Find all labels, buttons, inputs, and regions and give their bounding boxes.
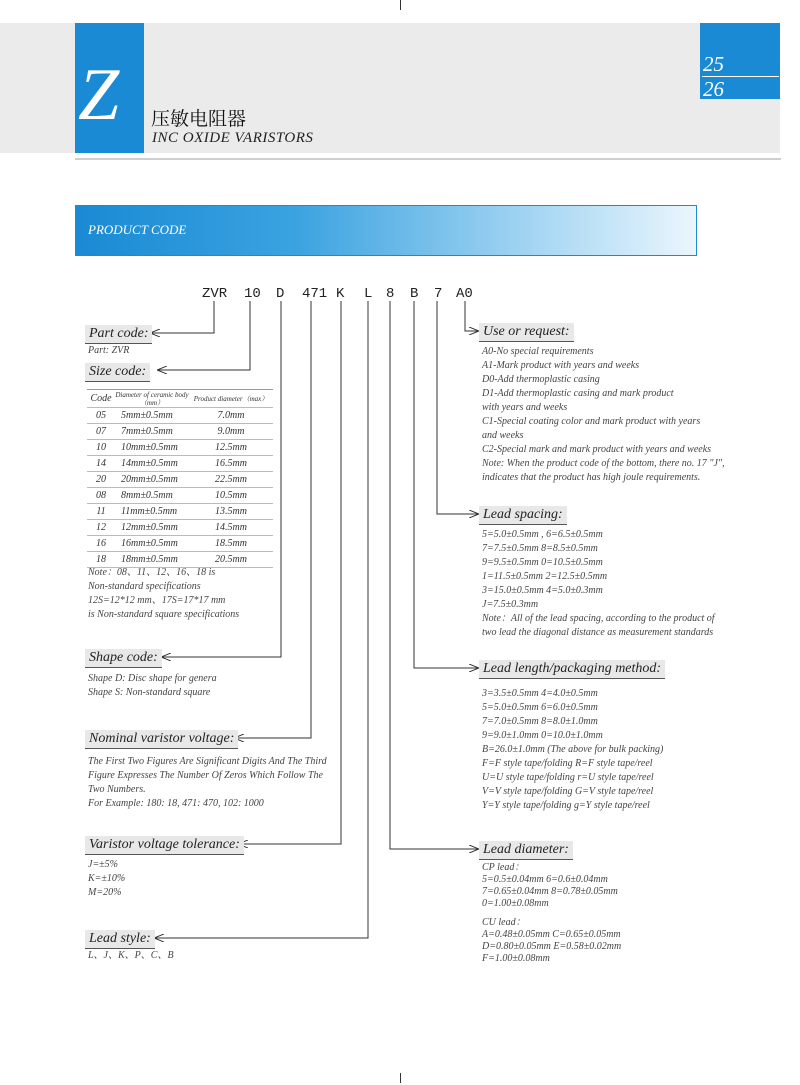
table-row bbox=[87, 424, 273, 440]
size-diameter-cell: 18mm±0.5mm bbox=[115, 552, 189, 568]
use-line: indicates that the product has high joule requirements. bbox=[482, 472, 701, 483]
size-diameter-cell: 5mm±0.5mm bbox=[115, 408, 189, 424]
nominal-voltage-text bbox=[88, 755, 327, 811]
size-code-cell: 16 bbox=[87, 536, 115, 552]
code-part-lead-style: L bbox=[364, 286, 373, 302]
page-number-bottom: 26 bbox=[703, 77, 724, 101]
size-product-cell: 20.5mm bbox=[189, 552, 273, 568]
size-col-product: Product diameter（max） bbox=[189, 390, 273, 408]
nominal-line: For Example: 180: 18, 471: 470, 102: 1000 bbox=[88, 798, 264, 809]
lead-diameter-cu bbox=[482, 917, 621, 965]
size-diameter-cell: 16mm±0.5mm bbox=[115, 536, 189, 552]
cu-title: CU lead： bbox=[482, 917, 526, 928]
nominal-line: Figure Expresses The Number Of Zeros Which Follow The bbox=[88, 770, 323, 781]
lead-diameter-label: Lead diameter: bbox=[479, 841, 573, 860]
size-diameter-cell: 12mm±0.5mm bbox=[115, 520, 189, 536]
size-code-cell: 07 bbox=[87, 424, 115, 440]
size-code-cell: 14 bbox=[87, 456, 115, 472]
shape-line: Shape D: Disc shape for genera bbox=[88, 673, 217, 684]
table-row bbox=[87, 408, 273, 424]
use-line: with years and weeks bbox=[482, 402, 568, 413]
connector-part-code bbox=[151, 301, 214, 333]
size-diameter-cell: 11mm±0.5mm bbox=[115, 504, 189, 520]
size-product-cell: 14.5mm bbox=[189, 520, 273, 536]
length-line: Y=Y style tape/folding g=Y style tape/reel bbox=[482, 800, 650, 811]
lead-spacing-label: Lead spacing: bbox=[479, 506, 567, 525]
length-line: B=26.0±1.0mm (The above for bulk packing) bbox=[482, 744, 664, 755]
code-part-lead-spacing: 7 bbox=[434, 286, 443, 302]
size-code-cell: 20 bbox=[87, 472, 115, 488]
size-product-cell: 10.5mm bbox=[189, 488, 273, 504]
table-row bbox=[87, 440, 273, 456]
use-request-label: Use or request: bbox=[479, 323, 574, 342]
code-part-shape: D bbox=[276, 286, 285, 302]
table-row bbox=[87, 456, 273, 472]
connector-lead-diameter bbox=[390, 301, 478, 849]
use-request-text bbox=[482, 345, 725, 485]
lead-diameter-cp bbox=[482, 862, 618, 910]
lead-style-label: Lead style: bbox=[85, 930, 155, 949]
table-row bbox=[87, 504, 273, 520]
size-code-cell: 10 bbox=[87, 440, 115, 456]
size-product-cell: 7.0mm bbox=[189, 408, 273, 424]
page-number-top: 25 bbox=[703, 52, 724, 76]
lead-spacing-text bbox=[482, 528, 715, 640]
shape-line: Shape S: Non-standard square bbox=[88, 687, 211, 698]
spacing-line: 3=15.0±0.5mm 4=5.0±0.3mm bbox=[482, 585, 603, 596]
size-diameter-cell: 20mm±0.5mm bbox=[115, 472, 189, 488]
table-row bbox=[87, 488, 273, 504]
size-code-cell: 18 bbox=[87, 552, 115, 568]
spacing-line: two lead the diagonal distance as measurement standards bbox=[482, 627, 714, 638]
lead-length-label: Lead length/packaging method: bbox=[479, 660, 665, 679]
tolerance-label: Varistor voltage tolerance: bbox=[85, 836, 244, 855]
spacing-line: 7=7.5±0.5mm 8=8.5±0.5mm bbox=[482, 543, 598, 554]
length-line: 9=9.0±1.0mm 0=10.0±1.0mm bbox=[482, 730, 603, 741]
shape-code-text bbox=[88, 672, 217, 700]
size-code-label: Size code: bbox=[85, 363, 150, 382]
code-part-lead-length: B bbox=[410, 286, 419, 302]
size-col-code: Code bbox=[87, 390, 115, 408]
tolerance-line: M=20% bbox=[88, 887, 122, 898]
connector-use bbox=[465, 301, 478, 331]
size-code-note bbox=[88, 566, 239, 622]
tolerance-line: J=±5% bbox=[88, 859, 119, 870]
table-row bbox=[87, 536, 273, 552]
cp-line: 7=0.65±0.04mm 8=0.78±0.05mm bbox=[482, 886, 618, 897]
connector-size-code bbox=[158, 301, 250, 370]
shape-code-label: Shape code: bbox=[85, 649, 162, 668]
length-line: V=V style tape/folding G=V style tape/reel bbox=[482, 786, 654, 797]
length-line: 7=7.0±0.5mm 8=8.0±1.0mm bbox=[482, 716, 598, 727]
length-line: 5=5.0±0.5mm 6=6.0±0.5mm bbox=[482, 702, 598, 713]
size-code-cell: 08 bbox=[87, 488, 115, 504]
cu-line: F=1.00±0.08mm bbox=[482, 953, 550, 964]
spacing-line: 9=9.5±0.5mm 0=10.5±0.5mm bbox=[482, 557, 603, 568]
code-part-lead-diameter: 8 bbox=[386, 286, 395, 302]
nominal-line: Two Numbers. bbox=[88, 784, 146, 795]
connector-lead-spacing bbox=[437, 301, 478, 514]
size-note-line: 12S=12*12 mm、17S=17*17 mm bbox=[88, 595, 226, 606]
section-letter: Z bbox=[78, 54, 120, 136]
size-note-line: Non-standard specifications bbox=[88, 581, 201, 592]
lead-style-text: L、J、K、P、C、B bbox=[88, 950, 174, 961]
size-product-cell: 13.5mm bbox=[189, 504, 273, 520]
use-line: C1-Special coating color and mark product with years bbox=[482, 416, 701, 427]
size-col-diameter: Diameter of ceramic body（mm） bbox=[115, 390, 189, 407]
use-line: A1-Mark product with years and weeks bbox=[482, 360, 640, 371]
code-part-series: ZVR bbox=[202, 286, 228, 302]
tolerance-line: K=±10% bbox=[88, 873, 126, 884]
nominal-voltage-label: Nominal varistor voltage: bbox=[85, 730, 238, 749]
use-line: Note: When the product code of the bottom, there no. 17 "J", bbox=[482, 458, 725, 469]
size-product-cell: 16.5mm bbox=[189, 456, 273, 472]
use-line: C2-Special mark and mark product with years and weeks bbox=[482, 444, 712, 455]
length-line: 3=3.5±0.5mm 4=4.0±0.5mm bbox=[482, 688, 598, 699]
size-product-cell: 18.5mm bbox=[189, 536, 273, 552]
size-product-cell: 12.5mm bbox=[189, 440, 273, 456]
size-code-cell: 05 bbox=[87, 408, 115, 424]
title-english: INC OXIDE VARISTORS bbox=[152, 130, 314, 146]
length-line: U=U style tape/folding r=U style tape/reel bbox=[482, 772, 654, 783]
size-product-cell: 22.5mm bbox=[189, 472, 273, 488]
code-part-voltage: 471 bbox=[302, 286, 328, 302]
part-code-label: Part code: bbox=[85, 325, 152, 344]
size-diameter-cell: 14mm±0.5mm bbox=[115, 456, 189, 472]
spacing-line: 5=5.0±0.5mm , 6=6.5±0.5mm bbox=[482, 529, 603, 540]
size-diameter-cell: 10mm±0.5mm bbox=[115, 440, 189, 456]
spacing-line: 1=11.5±0.5mm 2=12.5±0.5mm bbox=[482, 571, 608, 582]
cu-line: A=0.48±0.05mm C=0.65±0.05mm bbox=[482, 929, 621, 940]
size-product-cell: 9.0mm bbox=[189, 424, 273, 440]
spacing-line: Note：All of the lead spacing, according to the product of bbox=[482, 613, 715, 624]
size-code-table bbox=[87, 389, 273, 568]
code-part-tolerance: K bbox=[336, 286, 345, 302]
size-diameter-cell: 7mm±0.5mm bbox=[115, 424, 189, 440]
length-line: F=F style tape/folding R=F style tape/reel bbox=[482, 758, 653, 769]
size-note-line: is Non-standard square specifications bbox=[88, 609, 240, 620]
size-code-cell: 12 bbox=[87, 520, 115, 536]
code-part-use: A0 bbox=[456, 286, 473, 302]
size-code-cell: 11 bbox=[87, 504, 115, 520]
tolerance-text bbox=[88, 858, 125, 900]
size-diameter-cell: 8mm±0.5mm bbox=[115, 488, 189, 504]
size-code-header-row bbox=[87, 390, 273, 408]
table-row bbox=[87, 472, 273, 488]
lead-length-text bbox=[482, 687, 663, 813]
spacing-line: J=7.5±0.3mm bbox=[482, 599, 539, 610]
use-line: D1-Add thermoplastic casing and mark product bbox=[482, 388, 674, 399]
size-note-line: Note：08、11、12、16、18 is bbox=[88, 567, 216, 578]
cp-line: 5=0.5±0.04mm 6=0.6±0.04mm bbox=[482, 874, 608, 885]
connector-lead-length bbox=[414, 301, 478, 668]
use-line: D0-Add thermoplastic casing bbox=[482, 374, 600, 385]
use-line: and weeks bbox=[482, 430, 524, 441]
cp-line: 0=1.00±0.08mm bbox=[482, 898, 549, 909]
product-code-title: PRODUCT CODE bbox=[88, 222, 187, 237]
nominal-line: The First Two Figures Are Significant Digits And The Third bbox=[88, 756, 327, 767]
code-part-size: 10 bbox=[244, 286, 261, 302]
cp-title: CP lead： bbox=[482, 862, 525, 873]
cu-line: D=0.80±0.05mm E=0.58±0.02mm bbox=[482, 941, 622, 952]
table-row bbox=[87, 520, 273, 536]
title-chinese: 压敏电阻器 bbox=[151, 108, 247, 130]
part-code-text: Part: ZVR bbox=[88, 345, 130, 356]
use-line: A0-No special requirements bbox=[482, 346, 594, 357]
